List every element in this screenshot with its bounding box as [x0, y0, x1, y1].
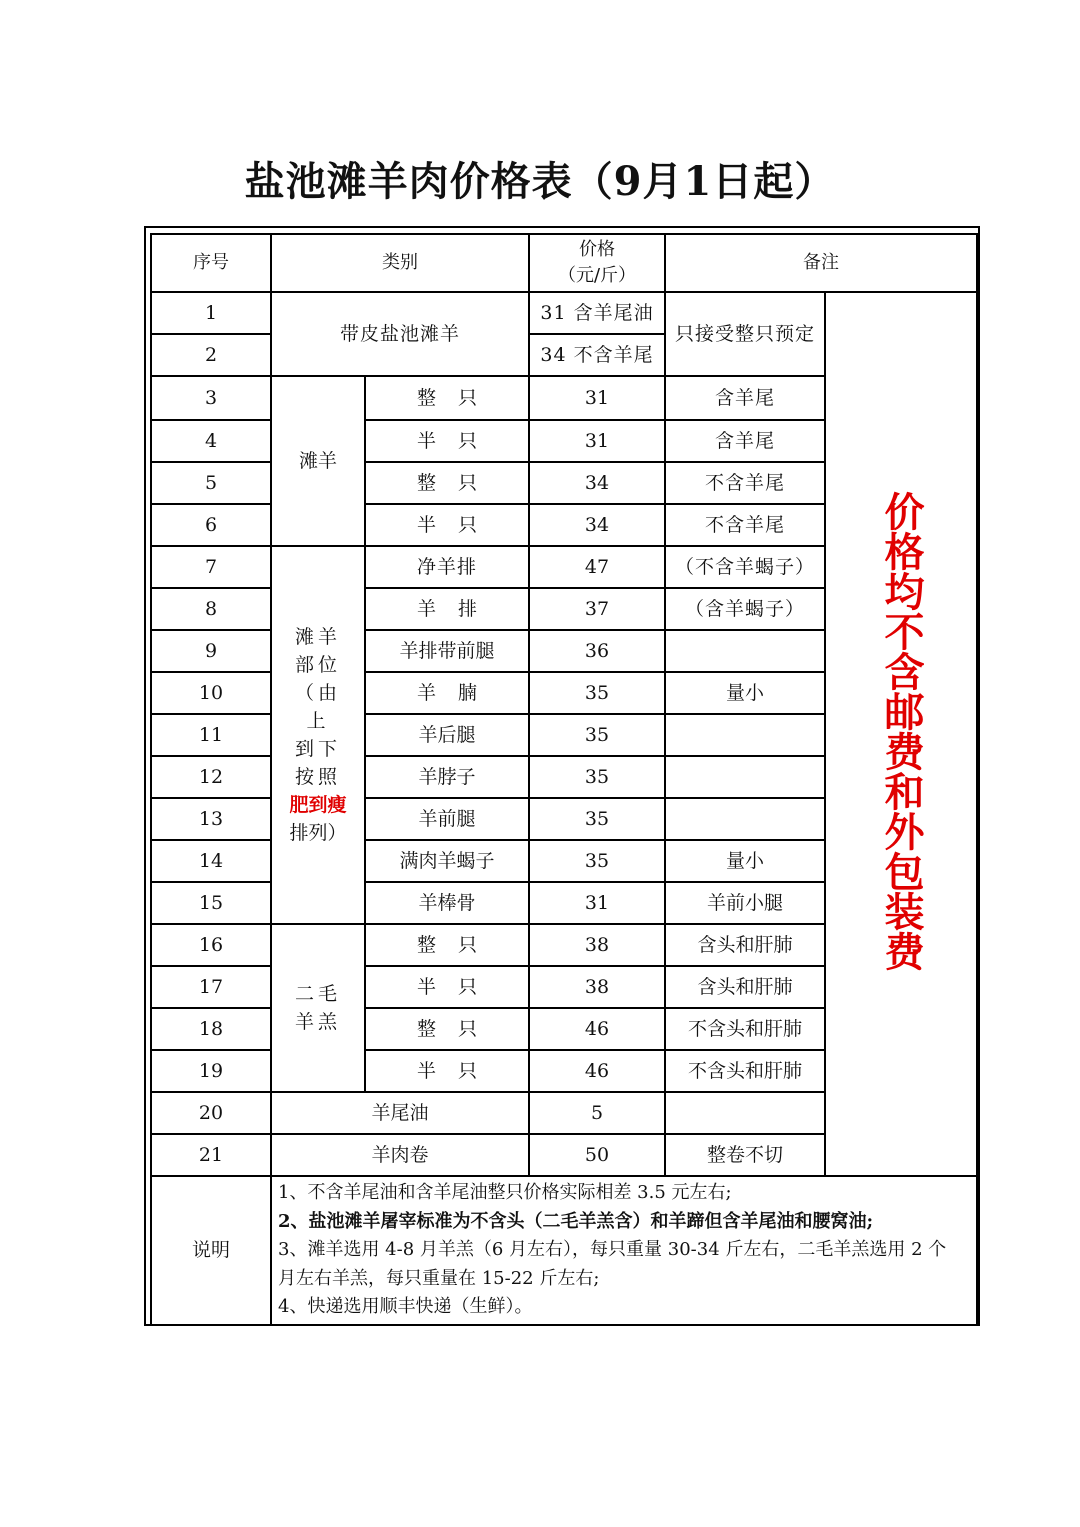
row-remark: 含羊尾 — [665, 420, 825, 462]
group-ermao-text — [286, 980, 350, 1036]
row-item-text: 半只 — [417, 514, 477, 536]
row-item: 羊脖子 — [365, 756, 529, 798]
row-no: 9 — [151, 630, 271, 672]
row-price: 38 — [529, 924, 665, 966]
group-parts-line: （由上 — [294, 682, 341, 732]
row-no: 3 — [151, 376, 271, 420]
row-item — [365, 588, 529, 630]
row-remark: 量小 — [665, 840, 825, 882]
notes-row — [151, 1176, 977, 1325]
row-item: 净羊排 — [365, 546, 529, 588]
row-item — [365, 1008, 529, 1050]
row-price: 35 — [529, 714, 665, 756]
header-price-unit: （元/斤） — [557, 265, 637, 286]
note-line-bold: 2、盐池滩羊屠宰标准为不含头（二毛羊羔含）和羊蹄但含羊尾油和腰窝油; — [278, 1210, 874, 1232]
row-remark: （含羊蝎子） — [665, 588, 825, 630]
row-item — [365, 672, 529, 714]
row-price: 34 — [529, 462, 665, 504]
row-no: 14 — [151, 840, 271, 882]
group-parts-line: 滩羊 — [294, 626, 341, 648]
row-price: 50 — [529, 1134, 665, 1176]
row-no: 16 — [151, 924, 271, 966]
notes-body — [271, 1176, 977, 1325]
row-remark — [665, 756, 825, 798]
row-price: 35 — [529, 798, 665, 840]
page-title: 盐池滩羊肉价格表（9月1日起） — [244, 158, 836, 205]
row-remark — [665, 630, 825, 672]
row-item: 羊棒骨 — [365, 882, 529, 924]
row-item — [365, 376, 529, 420]
row-price: 36 — [529, 630, 665, 672]
group-ermao-line: 二毛 — [294, 983, 341, 1005]
group-tan-sheep: 滩羊 — [271, 376, 365, 546]
row-remark: 量小 — [665, 672, 825, 714]
row-price: 5 — [529, 1092, 665, 1134]
row-item-text: 半只 — [417, 430, 477, 452]
note-line: 月左右羊羔，每只重量在 15-22 斤左右; — [278, 1267, 600, 1289]
row-item: 羊前腿 — [365, 798, 529, 840]
row-no: 13 — [151, 798, 271, 840]
row-price: 35 — [529, 672, 665, 714]
side-note: 价格均不含邮费和外包装费 — [878, 490, 924, 971]
row-price: 34 不含羊尾 — [529, 334, 665, 376]
row-item-text: 半只 — [417, 976, 477, 998]
note-line: 1、不含羊尾油和含羊尾油整只价格实际相差 3.5 元左右; — [278, 1182, 732, 1203]
row-no: 15 — [151, 882, 271, 924]
row-no: 19 — [151, 1050, 271, 1092]
row-price: 31 — [529, 882, 665, 924]
group-parts-highlight: 肥到瘦 — [289, 794, 347, 816]
header-no: 序号 — [151, 234, 271, 292]
row-price: 46 — [529, 1050, 665, 1092]
row-remark — [665, 798, 825, 840]
row-no: 21 — [151, 1134, 271, 1176]
row-remark: 含头和肝肺 — [665, 966, 825, 1008]
row-no: 5 — [151, 462, 271, 504]
row-no: 4 — [151, 420, 271, 462]
header-remark: 备注 — [665, 234, 977, 292]
row-remark: 整卷不切 — [665, 1134, 825, 1176]
group-parts-line: 到下 — [294, 738, 341, 760]
note-line: 4、快递选用顺丰快递（生鲜）。 — [278, 1296, 533, 1317]
row-item-text: 整只 — [417, 934, 477, 956]
row-remark: 含羊尾 — [665, 376, 825, 420]
remark-preorder: 只接受整只预定 — [665, 292, 825, 376]
group-ermao — [271, 924, 365, 1092]
row-item-text: 整只 — [417, 472, 477, 494]
row-item — [365, 420, 529, 462]
row-item-text: 整只 — [417, 387, 477, 409]
row-price: 31 — [529, 376, 665, 420]
note-line: 3、滩羊选用 4-8 月羊羔（6 月左右），每只重量 30-34 斤左右，二毛羊羔选用 2 个 — [278, 1239, 947, 1260]
row-no: 7 — [151, 546, 271, 588]
table-row — [151, 292, 977, 334]
row-price: 47 — [529, 546, 665, 588]
row-remark: 含头和肝肺 — [665, 924, 825, 966]
group-parts — [271, 546, 365, 924]
row-price: 31 — [529, 420, 665, 462]
row-item: 羊肉卷 — [271, 1134, 529, 1176]
row-price: 38 — [529, 966, 665, 1008]
group-parts-line: 部位 — [294, 654, 341, 676]
row-remark: （不含羊蝎子） — [665, 546, 825, 588]
row-price: 35 — [529, 756, 665, 798]
row-price: 31 含羊尾油 — [529, 292, 665, 334]
notes-label: 说明 — [151, 1176, 271, 1325]
row-item: 满肉羊蝎子 — [365, 840, 529, 882]
row-price: 34 — [529, 504, 665, 546]
row-item — [365, 924, 529, 966]
row-no: 17 — [151, 966, 271, 1008]
row-item: 羊排带前腿 — [365, 630, 529, 672]
row-item — [365, 504, 529, 546]
row-no: 8 — [151, 588, 271, 630]
row-no: 18 — [151, 1008, 271, 1050]
row-no: 1 — [151, 292, 271, 334]
row-no: 11 — [151, 714, 271, 756]
row-no: 12 — [151, 756, 271, 798]
group-whole-skin: 带皮盐池滩羊 — [271, 292, 529, 376]
row-no: 20 — [151, 1092, 271, 1134]
row-no: 2 — [151, 334, 271, 376]
row-item-text: 整只 — [417, 1018, 477, 1040]
row-remark: 不含头和肝肺 — [665, 1008, 825, 1050]
row-item-text: 半只 — [417, 1060, 477, 1082]
group-ermao-line: 羊羔 — [294, 1011, 341, 1033]
row-remark — [665, 1092, 825, 1134]
row-remark: 羊前小腿 — [665, 882, 825, 924]
row-remark: 不含羊尾 — [665, 462, 825, 504]
row-price: 35 — [529, 840, 665, 882]
row-item — [365, 462, 529, 504]
group-parts-line: 按照 — [294, 766, 341, 788]
header-category: 类别 — [271, 234, 529, 292]
header-price-label: 价格 — [579, 239, 615, 260]
row-price: 37 — [529, 588, 665, 630]
row-item — [365, 966, 529, 1008]
side-note-cell — [825, 292, 977, 1176]
row-item-text: 羊腩 — [417, 682, 477, 704]
row-price: 46 — [529, 1008, 665, 1050]
header-price — [529, 234, 665, 292]
row-no: 6 — [151, 504, 271, 546]
group-parts-text — [286, 623, 350, 847]
group-parts-line: 排列） — [289, 822, 347, 844]
row-remark — [665, 714, 825, 756]
table-header-row — [151, 234, 977, 292]
row-item-text: 羊排 — [417, 598, 477, 620]
row-item: 羊尾油 — [271, 1092, 529, 1134]
price-table — [150, 233, 978, 1326]
row-item: 羊后腿 — [365, 714, 529, 756]
row-no: 10 — [151, 672, 271, 714]
row-remark: 不含头和肝肺 — [665, 1050, 825, 1092]
row-item — [365, 1050, 529, 1092]
row-remark: 不含羊尾 — [665, 504, 825, 546]
